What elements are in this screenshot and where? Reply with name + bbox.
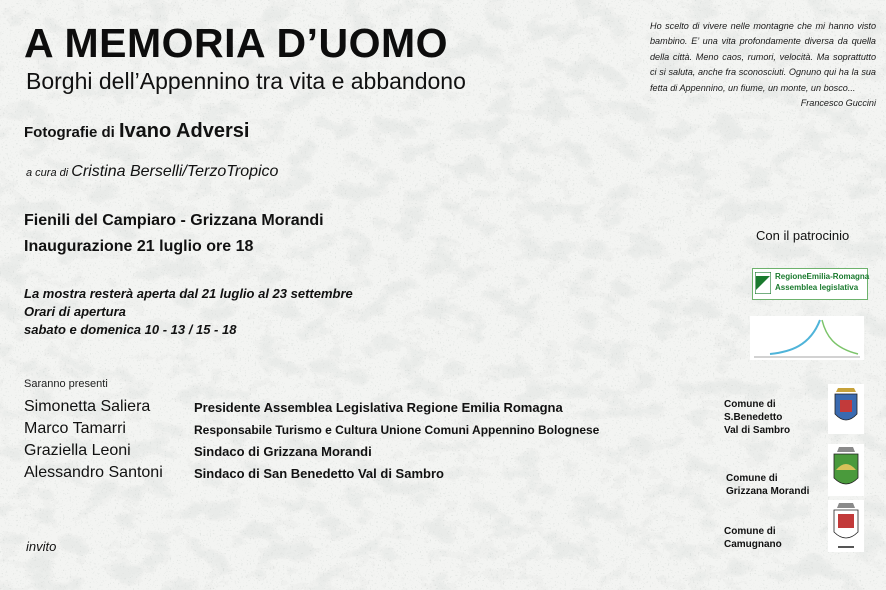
comune-line: S.Benedetto — [724, 412, 783, 423]
curator-name: Cristina Berselli/TerzoTropico — [71, 163, 279, 180]
region-logo-line2: Assemblea legislativa — [775, 283, 859, 292]
sbenedetto-crest-icon — [828, 384, 864, 434]
region-flag-icon — [755, 272, 771, 294]
quote-author: Francesco Guccini — [800, 98, 876, 109]
comune-line: Comune di — [724, 526, 776, 537]
venue: Fienili del Campiaro - Grizzana Morandi — [24, 212, 324, 229]
invitation-label: invito — [26, 539, 57, 554]
event-info — [24, 208, 324, 260]
hours-label: Orari di apertura — [24, 304, 126, 319]
exhibition-dates: La mostra resterà aperta dal 21 luglio al 23 settembre — [24, 286, 353, 301]
comune-line: Camugnano — [724, 539, 782, 550]
guccini-quote — [650, 19, 876, 111]
region-logo-line1: RegioneEmilia-Romagna — [775, 272, 870, 281]
comune-line: Grizzana Morandi — [726, 486, 810, 497]
guest-name: Alessandro Santoni — [24, 464, 163, 481]
guest-role: Sindaco di San Benedetto Val di Sambro — [194, 466, 444, 481]
wave-logo-icon — [750, 316, 864, 360]
grizzana-crest-icon — [828, 444, 864, 496]
photographer-credit — [24, 120, 249, 143]
guest-name: Simonetta Saliera — [24, 398, 151, 415]
comune-grizzana — [726, 472, 809, 498]
guest-role: Sindaco di Grizzana Morandi — [194, 444, 372, 459]
patronage-label: Con il patrocinio — [756, 228, 850, 243]
photographer-name: Ivano Adversi — [119, 120, 250, 142]
guest-name: Graziella Leoni — [24, 442, 131, 459]
opening-hours: sabato e domenica 10 - 13 / 15 - 18 — [24, 322, 237, 337]
camugnano-crest-icon — [828, 500, 864, 552]
guest-role: Presidente Assemblea Legislativa Regione Emilia Romagna — [194, 400, 563, 415]
guest-name: Marco Tamarri — [24, 420, 126, 437]
exhibition-title: A MEMORIA D’UOMO — [24, 20, 449, 66]
guests-label: Saranno presenti — [24, 378, 108, 390]
curator-prefix: a cura di — [26, 167, 69, 179]
curator-credit — [26, 163, 278, 181]
photos-prefix: Fotografie di — [24, 124, 115, 141]
schedule-info — [24, 285, 353, 339]
unione-comuni-logo — [750, 316, 864, 360]
comune-sbenedetto — [724, 398, 790, 437]
regione-emilia-romagna-logo — [752, 268, 868, 300]
comune-line: Comune di — [724, 399, 776, 410]
exhibition-subtitle: Borghi dell’Appennino tra vita e abbandono — [26, 68, 466, 94]
comune-line: Val di Sambro — [724, 425, 791, 436]
opening-date: Inaugurazione 21 luglio ore 18 — [24, 238, 254, 255]
guest-role: Responsabile Turismo e Cultura Unione Comuni Appennino Bolognese — [194, 423, 600, 437]
comune-line: Comune di — [726, 473, 778, 484]
quote-text: Ho scelto di vivere nelle montagne che mi hanno visto bambino. E’ una vita profondamente diversa da quella della città. Meno caos, rumori, velocità. Ma soprattutto ci si saluta, anche fra sconosciuti. Ognuno qui ha la sua fetta di Appennino, un fiume, un monte, un bosco... — [650, 21, 876, 93]
comune-camugnano — [724, 525, 782, 551]
